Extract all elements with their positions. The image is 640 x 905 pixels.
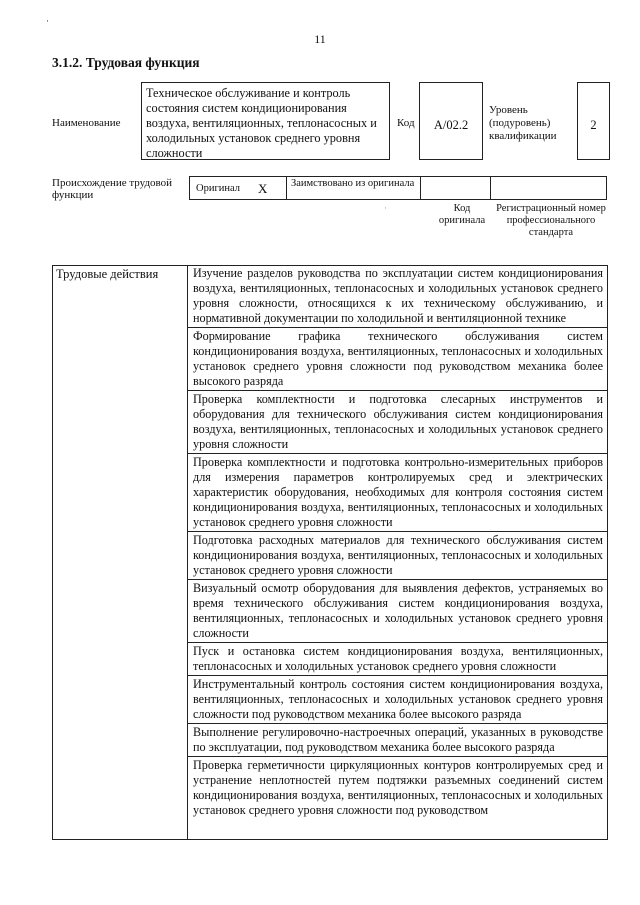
level-value: 2 — [577, 82, 610, 160]
borrowed-label: Заимствовано из оригинала — [287, 177, 421, 199]
labor-actions-header: Трудовые действия — [52, 265, 188, 840]
name-label: Наименование — [52, 117, 121, 129]
labor-action-item: Формирование графика технического обслуживания систем кондиционирования воздуха, вентиляционных, теплонасосных и холодильных установок среднего уровня сложности под руководством механика более высокого разряда — [188, 328, 608, 391]
function-name: Техническое обслуживание и контроль состояния систем кондиционирования воздуха, вентиляционных, теплонасосных и холодильных установок среднего уровня сложности — [141, 82, 390, 160]
registration-number-cell — [491, 177, 606, 199]
original-label: Оригинал — [196, 182, 240, 194]
origin-row — [189, 176, 607, 200]
labor-action-item: Проверка герметичности циркуляционных контуров контролируемых сред и устранение неплотностей путем подтяжки разъемных соединений систем кондиционирования воздуха, вентиляционных, теплонасосных и холодильных установок среднего уровня сложности под руководством — [193, 758, 603, 817]
code-original-caption: Код оригинала — [438, 203, 486, 226]
origin-label: Происхождение трудовой функции — [52, 177, 173, 201]
labor-action-item: Изучение разделов руководства по эксплуатации систем кондиционирования воздуха, вентиляционных, теплонасосных и холодильных установок среднего уровня сложности, относящихся к их техническому обслуживанию, и нормативной документации по холодильной и вентиляционной технике — [188, 265, 608, 328]
section-title: 3.1.2. Трудовая функция — [52, 55, 200, 70]
level-label: Уровень (подуровень) квалификации — [489, 104, 557, 142]
labor-action-item: Проверка комплектности и подготовка контрольно-измерительных приборов для измерения параметров контролируемых сред и электрических характеристик оборудования, необходимых для контроля состояния систем кондиционирования воздуха, вентиляционных, теплонасосных и холодильных установок среднего уровня сложности — [188, 454, 608, 532]
code-label: Код — [397, 117, 415, 129]
labor-action-item: Выполнение регулировочно-настроечных операций, указанных в руководстве по эксплуатации, под руководством механика более высокого разряда — [188, 724, 608, 757]
labor-action-item: Проверка комплектности и подготовка слесарных инструментов и оборудования для технического обслуживания систем кондиционирования воздуха, вентиляционных, теплонасосных и холодильных установок среднего уровня сложности — [188, 391, 608, 454]
labor-action-item: Инструментальный контроль состояния систем кондиционирования воздуха, вентиляционных, теплонасосных и холодильных установок среднего уровня сложности под руководством механика более высокого разряда — [188, 676, 608, 724]
original-mark: X — [258, 180, 268, 196]
registration-number-caption: Регистрационный номер профессионального стандарта — [496, 203, 606, 238]
labor-action-item: Пуск и остановка систем кондиционирования воздуха, вентиляционных, теплонасосных и холодильных установок среднего уровня сложности — [188, 643, 608, 676]
original-code-cell — [421, 177, 491, 199]
page-number: 11 — [314, 32, 326, 46]
labor-action-item: Визуальный осмотр оборудования для выявления дефектов, устраняемых во время технического обслуживания систем кондиционирования воздуха, вентиляционных, теплонасосных и холодильных установок среднего уровня сложности — [188, 580, 608, 643]
labor-actions-list — [188, 265, 608, 821]
original-cell — [190, 177, 287, 199]
function-code: А/02.2 — [419, 82, 483, 160]
scan-tick-mark: · — [46, 16, 49, 26]
scan-dot-mark: · — [384, 203, 387, 213]
labor-action-item: Подготовка расходных материалов для технического обслуживания систем кондиционирования воздуха, вентиляционных, теплонасосных и холодильных установок среднего уровня сложности — [188, 532, 608, 580]
